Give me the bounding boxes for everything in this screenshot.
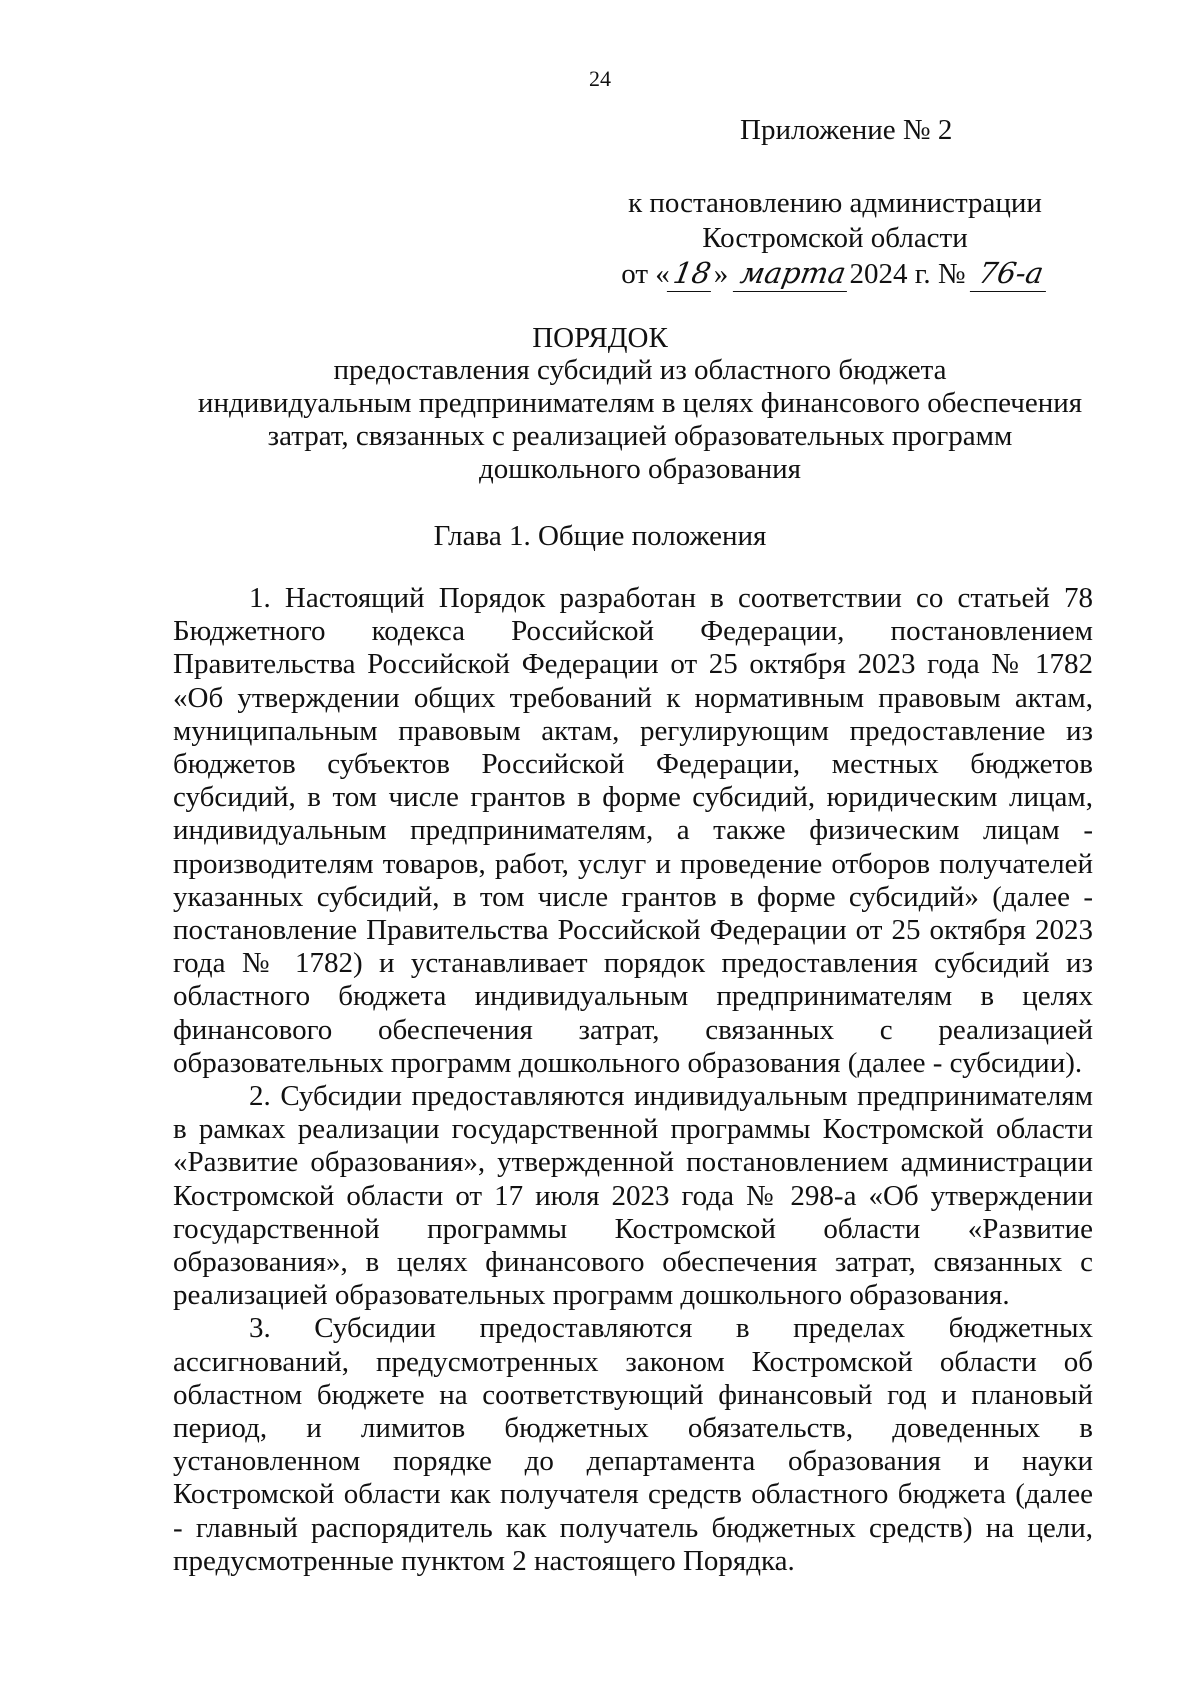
handwritten-month: марта: [732, 256, 852, 292]
appendix-label: Приложение № 2: [740, 114, 953, 146]
page-number: 24: [589, 66, 611, 91]
subtitle-line: дошкольного образования: [479, 453, 801, 485]
document-heading: ПОРЯДОК: [532, 322, 668, 354]
paragraph-3: 3. Субсидии предоставляются в пределах бюджетных ассигнований, предусмотренных законом Костромской области об областном бюджете на соответствующий финансовый год и плановый период, и лимитов бюджетных обязательств, доведенных в установленном порядке до департамента образования и науки Костромской области как получателя средств областного бюджета (далее - главный распорядитель как получатель бюджетных средств) на цели, предусмотренные пунктом 2 настоящего Порядка.: [173, 1312, 1093, 1577]
resolution-line-1: к постановлению администрации: [628, 187, 1042, 219]
paragraph-1: 1. Настоящий Порядок разработан в соответствии со статьей 78 Бюджетного кодекса Российской Федерации, постановлением Правительства Российской Федерации от 25 октября 2023 года № 1782 «Об утверждении общих требований к нормативным правовым актам, муниципальным правовым актам, регулирующим предоставление из бюджетов субъектов Российской Федерации, местных бюджетов субсидий, в том числе грантов в форме субсидий, юридическим лицам, индивидуальным предпринимателям, а также физическим лицам - производителям товаров, работ, услуг и проведение отборов получателей указанных субсидий, в том числе грантов в форме субсидий» (далее - постановление Правительства Российской Федерации от 25 октября 2023 года № 1782) и устанавливает порядок предоставления субсидий из областного бюджета индивидуальным предпринимателям в целях финансового обеспечения затрат, связанных с реализацией образовательных программ дошкольного образования (далее - субсидии).: [173, 582, 1093, 1079]
subtitle-line: индивидуальным предпринимателям в целях финансового обеспечения: [197, 387, 1083, 419]
year-suffix: 2024 г. №: [849, 258, 966, 290]
paragraph-2: 2. Субсидии предоставляются индивидуальным предпринимателям в рамках реализации государственной программы Костромской области «Развитие образования», утвержденной постановлением администрации Костромской области от 17 июля 2023 года № 298-а «Об утверждении государственной программы Костромской области «Развитие образования», в целях финансового обеспечения затрат, связанных с реализацией образовательных программ дошкольного образования.: [173, 1080, 1093, 1312]
body-text: [173, 582, 1093, 1578]
handwritten-number: 76-а: [970, 256, 1052, 292]
resolution-reference: [600, 186, 1070, 292]
resolution-date-line: [600, 256, 1070, 292]
subtitle-line: предоставления субсидий из областного бюджета: [333, 354, 947, 386]
date-prefix: от «: [621, 258, 670, 290]
chapter-title: Глава 1. Общие положения: [433, 520, 767, 552]
resolution-line-2: Костромской области: [702, 222, 968, 254]
document-subtitle: [170, 354, 1110, 486]
handwritten-day: 18: [667, 256, 717, 292]
subtitle-line: затрат, связанных с реализацией образовательных программ: [267, 420, 1013, 452]
date-close: »: [713, 258, 729, 290]
